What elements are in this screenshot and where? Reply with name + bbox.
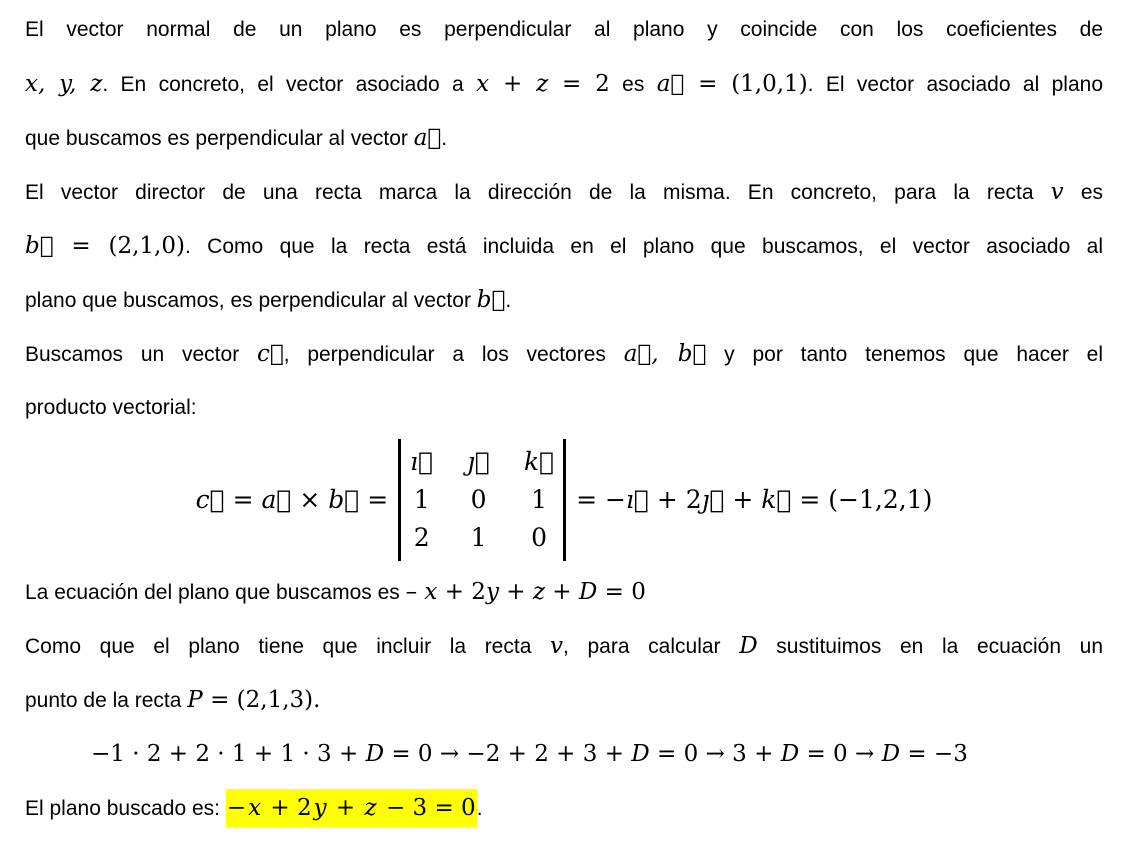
text-segment: punto de la recta [25,689,188,712]
text-segment: ı⃗ [625,485,649,514]
text-segment: x [476,71,490,97]
text-segment: a⃗ [413,125,442,151]
highlighted-text-segment: y [313,789,328,827]
text-segment: . En concreto, el vector asociado a [102,73,477,96]
cross-product-equation [25,435,1103,565]
text-segment: El vector normal de un plano es perpendicular al plano y coincide con los coeficientes de [25,18,1103,41]
text-segment: = (−1,2,1) [791,485,933,514]
text-segment: = [224,485,262,514]
text-segment: D [578,579,598,605]
text-segment: D [365,741,385,767]
equation-lhs [196,485,389,515]
text-segment: z [536,71,549,97]
paragraphs-top [25,3,1103,435]
text-segment: c⃗ [195,485,225,514]
text-segment: , para calcular [563,635,740,658]
text-line [25,165,1103,219]
text-segment: , perpendicular a los vectores [283,343,624,366]
matrix-grid [410,443,554,557]
text-segment: . [441,127,448,150]
highlighted-text-segment: + [328,789,364,827]
text-segment: = (2,1,3). [202,687,321,713]
text-segment: × [291,485,329,514]
text-segment: a⃗ [656,71,685,97]
text-segment: b⃗ [476,287,506,313]
text-segment: = 0 [597,579,646,605]
text-segment: . El vector asociado al plano [807,73,1103,96]
text-segment: v [550,633,564,659]
text-segment: . [505,289,512,312]
determinant [398,439,566,561]
text-segment: = − [576,485,626,514]
text-segment: k⃗ [761,485,792,514]
text-line [25,57,1103,111]
text-segment: y [485,579,499,605]
text-segment: + 2 [648,485,702,514]
text-segment: = 0 → −2 + 2 + 3 + [384,741,632,767]
highlighted-text-segment: − [226,789,247,827]
text-line [25,327,1103,381]
text-segment: −1 · 2 + 2 · 1 + 1 · 3 + [91,741,366,767]
text-line [25,381,1103,435]
text-segment: D [631,741,650,767]
equation-rhs [576,485,932,515]
text-segment: y por tanto tenemos que hacer el [706,343,1103,366]
text-segment: x [424,579,438,605]
text-segment: v [1050,179,1064,205]
matrix-cell: 1 [470,523,487,552]
text-line [25,781,1103,835]
text-line [25,219,1103,273]
text-segment: = [359,485,389,514]
text-segment: = (1,0,1) [684,71,808,97]
text-segment: a⃗, b⃗ [623,341,707,367]
text-segment: x, y, z [25,71,103,97]
matrix-cell: k⃗ [523,447,555,476]
text-segment: + [489,71,537,97]
text-line [25,3,1103,57]
text-segment: a⃗ [261,485,292,514]
text-segment: + [498,579,533,605]
matrix-cell: 0 [531,523,547,552]
text-line [25,727,1103,781]
text-segment: P [187,687,203,713]
text-segment: El vector director de una recta marca la dirección de la misma. En concreto, para la recta [25,181,1051,204]
matrix-cell: 1 [413,485,430,514]
text-line [25,565,1103,619]
text-segment: + [544,579,579,605]
matrix-cell: ı⃗ [410,447,434,476]
text-segment: = −3 [900,741,968,767]
text-segment: Como que el plano tiene que incluir la recta [25,635,551,658]
text-segment: = (2,1,0) [53,233,185,259]
text-segment: c⃗ [257,341,284,367]
text-segment: plano que buscamos, es perpendicular al vector [25,289,477,312]
text-segment: sustituimos en la ecuación un [757,635,1104,658]
text-segment: que buscamos es perpendicular al vector [25,127,414,150]
text-segment: + 2 [437,579,486,605]
text-segment: = 2 [548,71,610,97]
text-line [25,111,1103,165]
text-segment: b⃗ [328,485,360,514]
text-segment: D [739,633,758,659]
matrix-cell: 2 [413,523,430,552]
text-segment: . [476,797,483,820]
text-line [25,673,1103,727]
highlighted-text-segment: x [247,789,262,827]
highlighted-text-segment: − 3 = 0 [378,789,477,827]
text-segment: producto vectorial: [25,396,197,419]
paragraphs-bottom [25,565,1103,835]
matrix-cell: 0 [470,485,487,514]
text-segment: Buscamos un vector [25,343,257,366]
text-segment: . Como que la recta está incluida en el plano que buscamos, el vector asociado al [184,235,1103,258]
text-segment: = 0 → 3 + [649,741,781,767]
text-segment: z [532,579,545,605]
text-segment: La ecuación del plano que buscamos es [25,581,406,604]
text-segment: es [609,73,657,96]
text-segment: – [405,579,425,605]
text-segment: D [881,741,901,767]
matrix-cell: ȷ⃗ [467,447,490,476]
text-segment: es [1063,181,1103,204]
text-line [25,273,1103,327]
text-segment: b⃗ [25,233,54,259]
text-segment: ȷ⃗ [701,485,725,514]
highlighted-text-segment: z [364,789,378,827]
highlighted-text-segment: + 2 [262,789,313,827]
text-line [25,619,1103,673]
text-segment: = 0 → [799,741,882,767]
text-segment: El plano buscado es: [25,797,226,820]
matrix-cell: 1 [531,485,547,514]
text-segment: + [724,485,762,514]
text-segment: D [780,741,800,767]
